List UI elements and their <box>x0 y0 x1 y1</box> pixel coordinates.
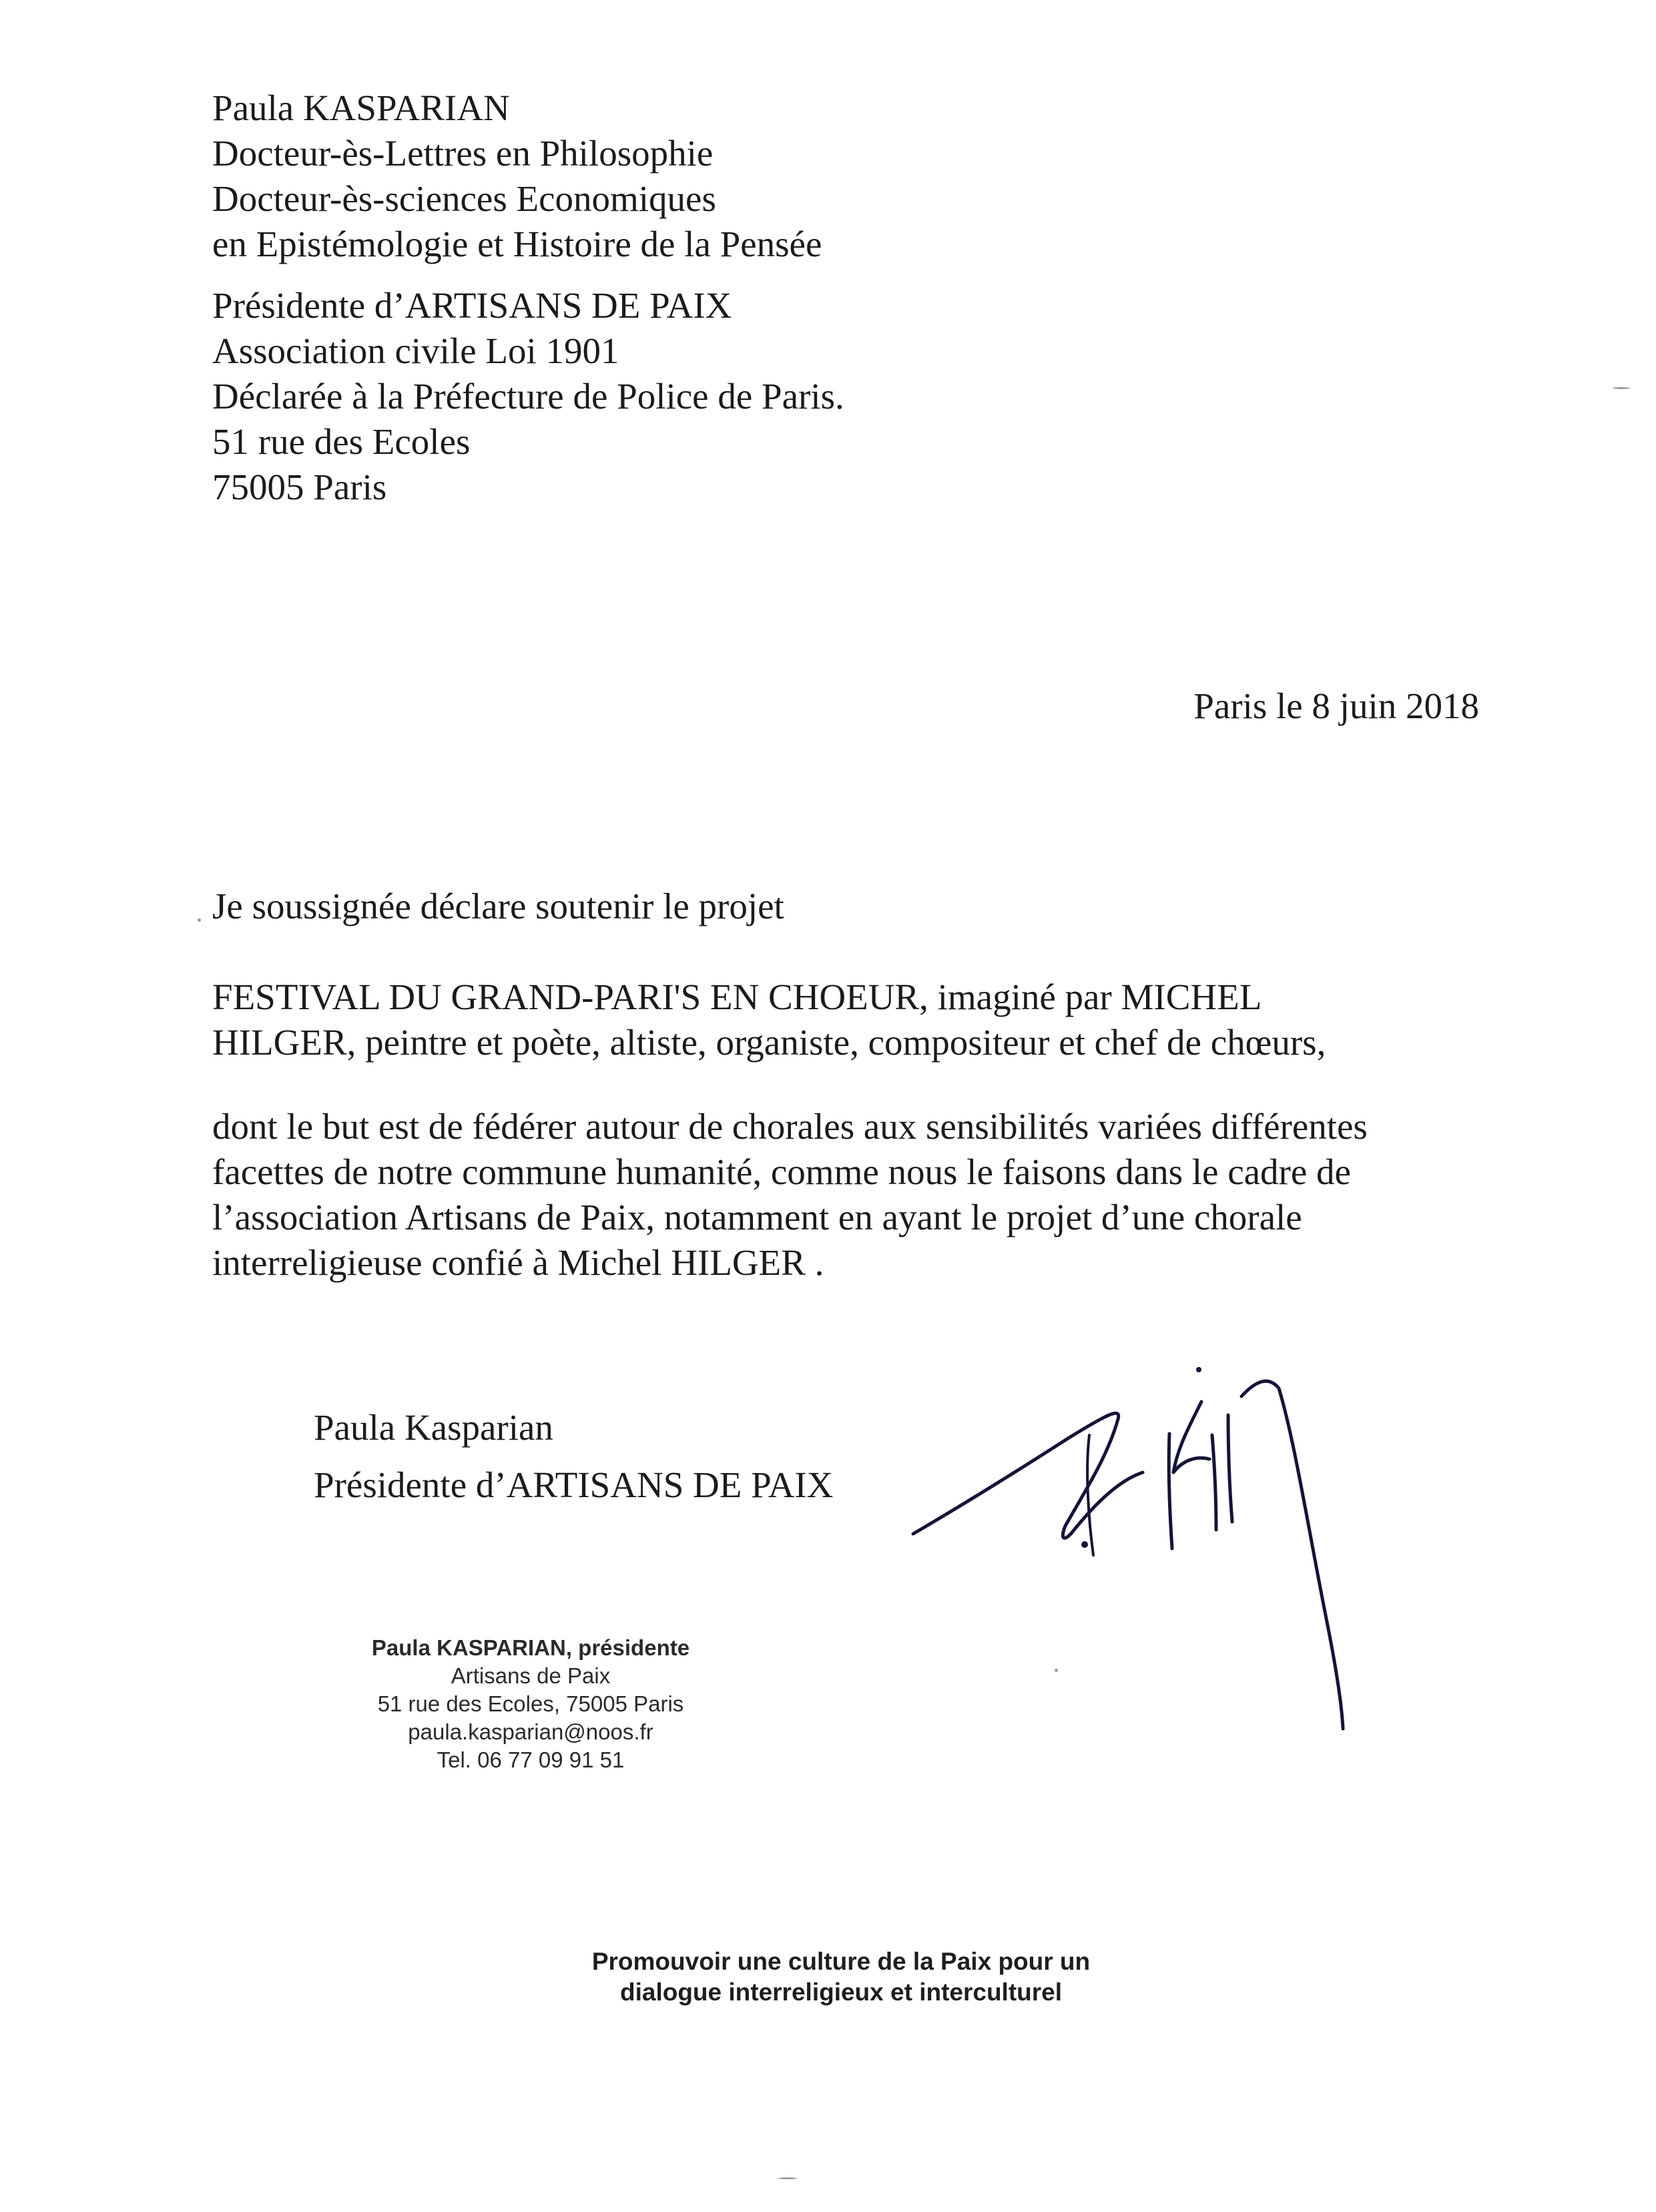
org-declared: Déclarée à la Préfecture de Police de Paris. <box>212 376 844 417</box>
intro-text: Je soussignée déclare soutenir le projet <box>212 886 784 926</box>
closing-title: Présidente d’ARTISANS DE PAIX <box>314 1464 834 1505</box>
project-line-1: FESTIVAL DU GRAND-PARI'S EN CHOEUR, imaginé par MICHEL <box>212 977 1262 1017</box>
stamp-line-2: Artisans de Paix <box>451 1663 611 1688</box>
sender-block <box>212 85 822 267</box>
sender-degree-2: Docteur-ès-sciences Economiques <box>212 178 716 219</box>
letter-date <box>1193 683 1479 729</box>
org-city: 75005 Paris <box>212 467 387 507</box>
closing-name: Paula Kasparian <box>314 1407 553 1448</box>
project-line-2: HILGER, peintre et poète, altiste, organiste, compositeur et chef de chœurs, <box>212 1022 1326 1063</box>
scan-speck <box>1055 1669 1058 1672</box>
handwritten-signature <box>908 1355 1375 1769</box>
stamp-line-1: Paula KASPARIAN, présidente <box>371 1635 690 1660</box>
org-type: Association civile Loi 1901 <box>212 330 619 371</box>
stamp-line-5: Tel. 06 77 09 91 51 <box>437 1747 625 1772</box>
scan-speck <box>1613 387 1630 389</box>
org-street: 51 rue des Ecoles <box>212 421 471 462</box>
motto-stamp <box>507 1946 1175 2008</box>
purpose-line-1: dont le but est de fédérer autour de chorales aux sensibilités variées différentes <box>212 1106 1368 1147</box>
sender-degree-1: Docteur-ès-Lettres en Philosophie <box>212 133 714 174</box>
scan-speck <box>778 2177 797 2179</box>
stamp-line-4: paula.kasparian@noos.fr <box>408 1719 653 1744</box>
purpose-line-4: interreligieuse confié à Michel HILGER . <box>212 1242 824 1283</box>
motto-line-1: Promouvoir une culture de la Paix pour un <box>591 1948 1091 1975</box>
sender-degree-3: en Epistémologie et Histoire de la Pensée <box>212 224 822 264</box>
date-text: Paris le 8 juin 2018 <box>1193 685 1479 726</box>
purpose-line-3: l’association Artisans de Paix, notamment en ayant le projet d’une chorale <box>212 1197 1302 1237</box>
body-project <box>212 975 1326 1065</box>
body-intro <box>212 884 784 929</box>
sender-name: Paula KASPARIAN <box>212 87 510 128</box>
address-stamp <box>314 1634 748 1774</box>
stamp-line-3: 51 rue des Ecoles, 75005 Paris <box>377 1691 684 1716</box>
closing-block <box>314 1399 833 1514</box>
motto-line-2: dialogue interreligieux et interculturel <box>619 1978 1063 2006</box>
organization-block <box>212 283 844 510</box>
purpose-line-2: facettes de notre commune humanité, comme nous le faisons dans le cadre de <box>212 1151 1351 1192</box>
scan-speck <box>198 918 201 922</box>
body-purpose <box>212 1104 1368 1286</box>
org-title: Présidente d’ARTISANS DE PAIX <box>212 285 732 326</box>
